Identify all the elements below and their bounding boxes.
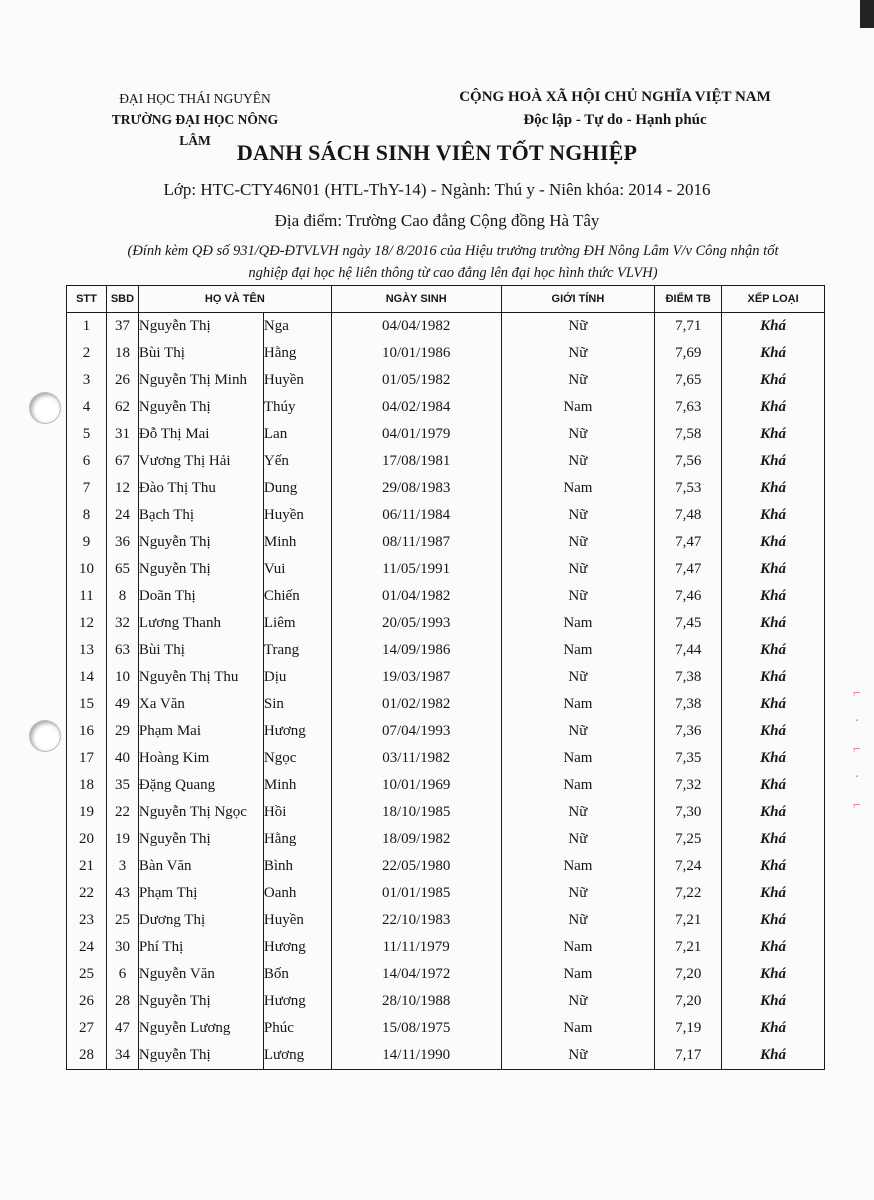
cell-given-name: Sin (263, 691, 331, 718)
cell-stt: 11 (67, 583, 107, 610)
cell-stt: 14 (67, 664, 107, 691)
cell-score: 7,38 (655, 664, 722, 691)
cell-stt: 23 (67, 907, 107, 934)
cell-score: 7,44 (655, 637, 722, 664)
cell-sbd: 3 (106, 853, 138, 880)
cell-score: 7,38 (655, 691, 722, 718)
cell-rank: Khá (722, 961, 825, 988)
cell-sex: Nam (501, 394, 655, 421)
cell-sbd: 18 (106, 340, 138, 367)
cell-sbd: 12 (106, 475, 138, 502)
cell-score: 7,63 (655, 394, 722, 421)
col-header-score: ĐIỂM TB (655, 286, 722, 313)
cell-rank: Khá (722, 853, 825, 880)
cell-rank: Khá (722, 664, 825, 691)
cell-sex: Nữ (501, 1042, 655, 1070)
cell-stt: 25 (67, 961, 107, 988)
cell-score: 7,19 (655, 1015, 722, 1042)
decision-note: (Đính kèm QĐ số 931/QĐ-ĐTVLVH ngày 18/ 8/2016 của Hiệu trưởng trường ĐH Nông Lâm V/v Công nhận tốt nghiệp đại học hệ liên thông từ cao đẳng lên đại học hình thức VLVH) (127, 243, 779, 281)
cell-surname: Nguyễn Thị (138, 1042, 263, 1070)
cell-dob: 10/01/1969 (331, 772, 501, 799)
cell-given-name: Yến (263, 448, 331, 475)
cell-sbd: 62 (106, 394, 138, 421)
cell-score: 7,17 (655, 1042, 722, 1070)
cell-surname: Đỗ Thị Mai (138, 421, 263, 448)
cell-rank: Khá (722, 421, 825, 448)
cell-given-name: Lương (263, 1042, 331, 1070)
cell-surname: Phạm Thị (138, 880, 263, 907)
cell-sbd: 47 (106, 1015, 138, 1042)
cell-score: 7,71 (655, 313, 722, 341)
cell-dob: 28/10/1988 (331, 988, 501, 1015)
cell-rank: Khá (722, 448, 825, 475)
cell-score: 7,22 (655, 880, 722, 907)
cell-rank: Khá (722, 799, 825, 826)
cell-surname: Nguyễn Văn (138, 961, 263, 988)
table-row (67, 691, 825, 718)
cell-rank: Khá (722, 1042, 825, 1070)
cell-sbd: 24 (106, 502, 138, 529)
cell-rank: Khá (722, 367, 825, 394)
cell-rank: Khá (722, 340, 825, 367)
table-row (67, 745, 825, 772)
cell-dob: 03/11/1982 (331, 745, 501, 772)
cell-score: 7,46 (655, 583, 722, 610)
cell-sex: Nữ (501, 799, 655, 826)
cell-rank: Khá (722, 934, 825, 961)
punch-hole-top (30, 393, 60, 423)
cell-sex: Nam (501, 475, 655, 502)
cell-surname: Doãn Thị (138, 583, 263, 610)
cell-given-name: Huyền (263, 502, 331, 529)
cell-sbd: 67 (106, 448, 138, 475)
country-name: CỘNG HOÀ XÃ HỘI CHỦ NGHĨA VIỆT NAM (459, 89, 771, 105)
cell-surname: Nguyễn Thị (138, 556, 263, 583)
cell-given-name: Liêm (263, 610, 331, 637)
cell-dob: 01/05/1982 (331, 367, 501, 394)
cell-sbd: 28 (106, 988, 138, 1015)
table-row (67, 826, 825, 853)
cell-sex: Nữ (501, 664, 655, 691)
cell-surname: Nguyễn Thị (138, 988, 263, 1015)
cell-surname: Phạm Mai (138, 718, 263, 745)
cell-rank: Khá (722, 880, 825, 907)
cell-dob: 14/09/1986 (331, 637, 501, 664)
cell-sex: Nữ (501, 313, 655, 341)
cell-stt: 28 (67, 1042, 107, 1070)
cell-sex: Nữ (501, 988, 655, 1015)
cell-surname: Dương Thị (138, 907, 263, 934)
table-row (67, 367, 825, 394)
cell-surname: Đặng Quang (138, 772, 263, 799)
cell-stt: 18 (67, 772, 107, 799)
cell-rank: Khá (722, 691, 825, 718)
cell-sbd: 32 (106, 610, 138, 637)
cell-sex: Nữ (501, 529, 655, 556)
cell-surname: Vương Thị Hải (138, 448, 263, 475)
cell-sex: Nữ (501, 367, 655, 394)
cell-score: 7,25 (655, 826, 722, 853)
col-header-name: HỌ VÀ TÊN (138, 286, 331, 313)
cell-sex: Nam (501, 1015, 655, 1042)
cell-given-name: Bốn (263, 961, 331, 988)
cell-rank: Khá (722, 529, 825, 556)
cell-dob: 04/02/1984 (331, 394, 501, 421)
cell-given-name: Nga (263, 313, 331, 341)
cell-sbd: 29 (106, 718, 138, 745)
cell-sex: Nam (501, 961, 655, 988)
cell-sbd: 25 (106, 907, 138, 934)
cell-sex: Nam (501, 934, 655, 961)
cell-sex: Nam (501, 745, 655, 772)
table-row (67, 1015, 825, 1042)
cell-rank: Khá (722, 502, 825, 529)
col-header-dob: NGÀY SINH (331, 286, 501, 313)
cell-rank: Khá (722, 394, 825, 421)
cell-stt: 9 (67, 529, 107, 556)
cell-surname: Hoàng Kim (138, 745, 263, 772)
table-header-row (67, 286, 825, 313)
venue-info: Địa điểm: Trường Cao đẳng Cộng đồng Hà Tây (274, 211, 600, 230)
cell-dob: 17/08/1981 (331, 448, 501, 475)
cell-surname: Bùi Thị (138, 340, 263, 367)
cell-rank: Khá (722, 745, 825, 772)
cell-surname: Đào Thị Thu (138, 475, 263, 502)
cell-stt: 7 (67, 475, 107, 502)
cell-given-name: Oanh (263, 880, 331, 907)
cell-sbd: 37 (106, 313, 138, 341)
table-row (67, 421, 825, 448)
cell-dob: 20/05/1993 (331, 610, 501, 637)
cell-dob: 11/05/1991 (331, 556, 501, 583)
cell-stt: 20 (67, 826, 107, 853)
col-header-sex: GIỚI TÍNH (501, 286, 655, 313)
cell-rank: Khá (722, 583, 825, 610)
cell-dob: 04/01/1979 (331, 421, 501, 448)
cell-stt: 16 (67, 718, 107, 745)
cell-rank: Khá (722, 475, 825, 502)
cell-score: 7,45 (655, 610, 722, 637)
cell-stt: 8 (67, 502, 107, 529)
cell-given-name: Hằng (263, 340, 331, 367)
table-row (67, 718, 825, 745)
table-row (67, 313, 825, 341)
table-row (67, 529, 825, 556)
cell-score: 7,48 (655, 502, 722, 529)
cell-stt: 13 (67, 637, 107, 664)
cell-score: 7,47 (655, 529, 722, 556)
cell-stt: 2 (67, 340, 107, 367)
cell-score: 7,53 (655, 475, 722, 502)
table-row (67, 556, 825, 583)
cell-stt: 22 (67, 880, 107, 907)
cell-dob: 18/10/1985 (331, 799, 501, 826)
national-motto: Độc lập - Tự do - Hạnh phúc (523, 112, 707, 128)
cell-given-name: Bình (263, 853, 331, 880)
cell-surname: Nguyễn Thị (138, 394, 263, 421)
cell-sbd: 30 (106, 934, 138, 961)
cell-stt: 19 (67, 799, 107, 826)
cell-sbd: 22 (106, 799, 138, 826)
cell-surname: Nguyễn Thị Ngọc (138, 799, 263, 826)
cell-sex: Nữ (501, 340, 655, 367)
cell-stt: 4 (67, 394, 107, 421)
cell-given-name: Huyền (263, 907, 331, 934)
cell-sbd: 34 (106, 1042, 138, 1070)
cell-dob: 10/01/1986 (331, 340, 501, 367)
cell-score: 7,69 (655, 340, 722, 367)
cell-dob: 14/11/1990 (331, 1042, 501, 1070)
cell-sbd: 35 (106, 772, 138, 799)
table-row (67, 475, 825, 502)
university-name: ĐẠI HỌC THÁI NGUYÊN (119, 91, 271, 106)
table-row (67, 880, 825, 907)
cell-dob: 18/09/1982 (331, 826, 501, 853)
table-row (67, 988, 825, 1015)
cell-sbd: 31 (106, 421, 138, 448)
cell-sex: Nữ (501, 718, 655, 745)
cell-surname: Nguyễn Thị Minh (138, 367, 263, 394)
red-stamp-mark: ⌐ · ⌐ · ⌐ (853, 686, 861, 813)
cell-stt: 10 (67, 556, 107, 583)
cell-sex: Nữ (501, 448, 655, 475)
cell-rank: Khá (722, 718, 825, 745)
cell-given-name: Hương (263, 934, 331, 961)
cell-sbd: 6 (106, 961, 138, 988)
cell-sbd: 65 (106, 556, 138, 583)
cell-surname: Nguyễn Thị (138, 529, 263, 556)
cell-dob: 06/11/1984 (331, 502, 501, 529)
cell-dob: 14/04/1972 (331, 961, 501, 988)
cell-given-name: Chiến (263, 583, 331, 610)
table-row (67, 394, 825, 421)
cell-sex: Nữ (501, 421, 655, 448)
cell-dob: 29/08/1983 (331, 475, 501, 502)
cell-given-name: Hương (263, 988, 331, 1015)
cell-score: 7,30 (655, 799, 722, 826)
table-row (67, 934, 825, 961)
cell-sex: Nữ (501, 880, 655, 907)
cell-given-name: Dung (263, 475, 331, 502)
cell-sbd: 49 (106, 691, 138, 718)
cell-sex: Nữ (501, 556, 655, 583)
cell-score: 7,56 (655, 448, 722, 475)
cell-rank: Khá (722, 610, 825, 637)
document-title: DANH SÁCH SINH VIÊN TỐT NGHIỆP (236, 140, 638, 165)
cell-score: 7,36 (655, 718, 722, 745)
col-header-rank: XẾP LOẠI (722, 286, 825, 313)
cell-sex: Nữ (501, 826, 655, 853)
cell-given-name: Ngọc (263, 745, 331, 772)
cell-stt: 1 (67, 313, 107, 341)
cell-sbd: 43 (106, 880, 138, 907)
cell-given-name: Dịu (263, 664, 331, 691)
cell-given-name: Huyền (263, 367, 331, 394)
cell-rank: Khá (722, 907, 825, 934)
cell-stt: 17 (67, 745, 107, 772)
cell-sbd: 10 (106, 664, 138, 691)
cell-sex: Nam (501, 637, 655, 664)
col-header-stt: STT (67, 286, 107, 313)
cell-stt: 5 (67, 421, 107, 448)
cell-given-name: Hồi (263, 799, 331, 826)
table-row (67, 448, 825, 475)
cell-given-name: Hương (263, 718, 331, 745)
cell-dob: 08/11/1987 (331, 529, 501, 556)
cell-dob: 19/03/1987 (331, 664, 501, 691)
cell-sbd: 8 (106, 583, 138, 610)
cell-surname: Bàn Văn (138, 853, 263, 880)
cell-rank: Khá (722, 826, 825, 853)
table-row (67, 664, 825, 691)
cell-score: 7,65 (655, 367, 722, 394)
national-header (430, 86, 800, 132)
cell-stt: 21 (67, 853, 107, 880)
cell-sex: Nam (501, 610, 655, 637)
cell-given-name: Hằng (263, 826, 331, 853)
table-row (67, 583, 825, 610)
cell-surname: Nguyễn Thị (138, 826, 263, 853)
cell-surname: Lương Thanh (138, 610, 263, 637)
cell-stt: 12 (67, 610, 107, 637)
table-row (67, 637, 825, 664)
cell-sbd: 63 (106, 637, 138, 664)
col-header-sbd: SBD (106, 286, 138, 313)
cell-score: 7,32 (655, 772, 722, 799)
cell-rank: Khá (722, 556, 825, 583)
cell-stt: 26 (67, 988, 107, 1015)
cell-score: 7,58 (655, 421, 722, 448)
cell-rank: Khá (722, 637, 825, 664)
cell-stt: 24 (67, 934, 107, 961)
table-row (67, 961, 825, 988)
cell-sex: Nam (501, 772, 655, 799)
cell-sex: Nam (501, 691, 655, 718)
cell-surname: Phí Thị (138, 934, 263, 961)
table-row (67, 907, 825, 934)
cell-stt: 15 (67, 691, 107, 718)
cell-dob: 01/02/1982 (331, 691, 501, 718)
cell-sex: Nam (501, 853, 655, 880)
cell-given-name: Minh (263, 529, 331, 556)
cell-given-name: Thúy (263, 394, 331, 421)
cell-dob: 22/10/1983 (331, 907, 501, 934)
cell-score: 7,35 (655, 745, 722, 772)
table-row (67, 853, 825, 880)
cell-stt: 6 (67, 448, 107, 475)
cell-dob: 07/04/1993 (331, 718, 501, 745)
cell-sbd: 26 (106, 367, 138, 394)
cell-score: 7,20 (655, 961, 722, 988)
table-row (67, 772, 825, 799)
cell-stt: 27 (67, 1015, 107, 1042)
punch-hole-bottom (30, 721, 60, 751)
table-row (67, 610, 825, 637)
cell-dob: 22/05/1980 (331, 853, 501, 880)
cell-sbd: 40 (106, 745, 138, 772)
cell-dob: 11/11/1979 (331, 934, 501, 961)
cell-sex: Nữ (501, 583, 655, 610)
cell-rank: Khá (722, 988, 825, 1015)
table-row (67, 340, 825, 367)
cell-score: 7,21 (655, 934, 722, 961)
cell-sbd: 36 (106, 529, 138, 556)
cell-dob: 15/08/1975 (331, 1015, 501, 1042)
cell-surname: Nguyễn Thị Thu (138, 664, 263, 691)
graduate-table (66, 285, 825, 1070)
cell-stt: 3 (67, 367, 107, 394)
cell-score: 7,47 (655, 556, 722, 583)
cell-score: 7,21 (655, 907, 722, 934)
cell-surname: Xa Văn (138, 691, 263, 718)
cell-dob: 01/01/1985 (331, 880, 501, 907)
school-name: TRƯỜNG ĐẠI HỌC NÔNG LÂM (111, 112, 279, 148)
cell-rank: Khá (722, 1015, 825, 1042)
cell-sex: Nữ (501, 907, 655, 934)
cell-given-name: Minh (263, 772, 331, 799)
class-info: Lớp: HTC-CTY46N01 (HTL-ThY-14) - Ngành: Thú y - Niên khóa: 2014 - 2016 (163, 180, 711, 199)
cell-surname: Bùi Thị (138, 637, 263, 664)
cell-given-name: Phúc (263, 1015, 331, 1042)
cell-score: 7,24 (655, 853, 722, 880)
table-row (67, 799, 825, 826)
cell-surname: Nguyễn Lương (138, 1015, 263, 1042)
cell-sbd: 19 (106, 826, 138, 853)
cell-given-name: Trang (263, 637, 331, 664)
cell-rank: Khá (722, 772, 825, 799)
cell-given-name: Vui (263, 556, 331, 583)
scan-corner-shadow (860, 0, 874, 28)
cell-surname: Nguyễn Thị (138, 313, 263, 341)
table-row (67, 1042, 825, 1070)
cell-dob: 01/04/1982 (331, 583, 501, 610)
cell-surname: Bạch Thị (138, 502, 263, 529)
cell-rank: Khá (722, 313, 825, 341)
cell-dob: 04/04/1982 (331, 313, 501, 341)
cell-given-name: Lan (263, 421, 331, 448)
cell-score: 7,20 (655, 988, 722, 1015)
table-row (67, 502, 825, 529)
cell-sex: Nữ (501, 502, 655, 529)
